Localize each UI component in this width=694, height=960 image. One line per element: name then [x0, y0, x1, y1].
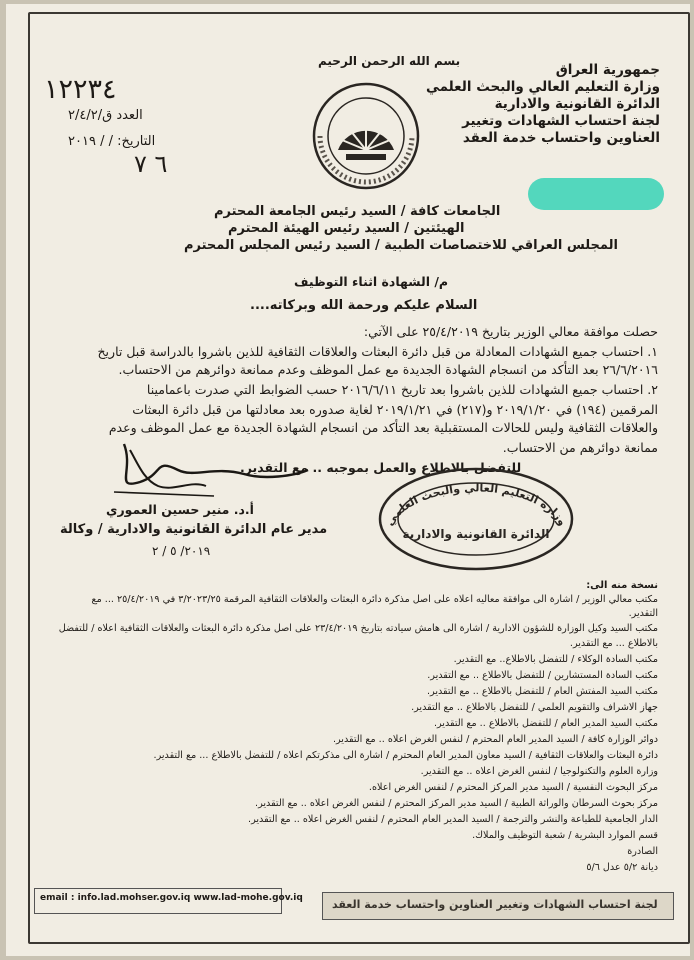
official-stamp: [376, 464, 576, 574]
copies-heading: نسخة منه الى:: [586, 580, 658, 591]
body-line: ١. احتساب جميع الشهادات المعادلة من قبل دائرة البعثات والعلاقات الثقافية للذين باشروا بالدراسة قبل تاريخ: [97, 344, 658, 359]
document-page: [6, 4, 690, 956]
greeting: السلام عليكم ورحمة الله وبركاته....: [250, 298, 478, 313]
ministry-line: وزارة التعليم العالي والبحث العلمي: [425, 79, 660, 95]
copy-line: وزارة العلوم والتكنولوجيا / لنفس الغرض اعلاه .. مع التقدير.: [420, 766, 658, 777]
ministry-line: جمهورية العراق: [555, 62, 660, 78]
handwritten-date: ٦ ٧: [134, 150, 168, 178]
signature-date: ٢٠١٩/ ٥ / ٢: [152, 544, 211, 558]
copy-line: مركز البحوث النفسية / السيد مدير المركز المحترم / لنفس الغرض اعلاه.: [368, 782, 658, 793]
footer-email: email : info.lad.mohser.gov.iq www.lad-mohe.gov.iq: [40, 893, 303, 903]
copy-line: دائرة البعثات والعلاقات الثقافية / السيد معاون المدير العام المحترم / اشارة الى مذكرتكم اعلاه / للتفضل بالاطلاع ... مع التقدير.: [153, 750, 658, 761]
ministry-line: العناوين واحتساب خدمة العقد: [462, 130, 660, 146]
body-line: ٢٦/٦/٢٠١٦ بعد التأكد من انسجام الشهادة الجديدة مع عمل الموظف وعدم ممانعة دوائرهم من الاحتساب.: [118, 362, 658, 377]
copy-line: قسم الموارد البشرية / شعبة التوظيف والملاك.: [472, 830, 658, 841]
ministry-line: الدائرة القانونية والادارية: [494, 96, 660, 112]
copy-line: مكتب معالي الوزير / اشارة الى موافقة معاليه اعلاه على اصل مذكرة دائرة البعثات والعلاقات الثقافية المرقمة ٣/٢٠٢٣/٢٥ في ٢٥/٤/٢٠١٩ ... مع: [91, 594, 658, 605]
redaction-mark: [528, 178, 664, 210]
handwritten-signature: [94, 440, 314, 510]
copy-line: مكتب السادة الوكلاء / للتفضل بالاطلاع.. مع التقدير.: [453, 654, 658, 665]
basmala-calligraphy: بسم الله الرحمن الرحيم: [318, 54, 461, 68]
recipient-line: الهيئتين / السيد رئيس الهيئة المحترم: [228, 221, 465, 236]
recipient-line: الجامعات كافة / السيد رئيس الجامعة المحترم: [214, 204, 501, 219]
stamp-center-text: الدائرة القانونية والادارية: [402, 527, 550, 541]
svg-text:وزارة التعليم العالي والبحث ال: [383, 481, 569, 528]
copy-line: مكتب السيد وكيل الوزارة للشؤون الادارية / اشارة الى هامش سيادته بتاريخ ٢٣/٤/٢٠١٩ على اصل مذكرة دائرة البعثات والعلاقات الثقافية اعلاه / للتفضل: [58, 623, 658, 634]
subject-line: م/ الشهادة اثناء التوظيف: [294, 274, 449, 289]
copy-line: الصادرة: [627, 846, 658, 857]
copy-line: التقدير.: [628, 608, 658, 619]
body-line: حصلت موافقة معالي الوزير بتاريخ ٢٥/٤/٢٠١٩ على الآتي:: [363, 324, 658, 339]
ministry-line: لجنة احتساب الشهادات وتغيير: [462, 113, 660, 129]
copy-line: مكتب السيد المدير العام / للتفضل بالاطلاع .. مع التقدير.: [433, 718, 658, 729]
body-line: والعلاقات الثقافية وليس للحالات المستقبلية بعد التأكد من انسجام الشهادة الجديدة مع عمل الموظف وعدم: [108, 420, 658, 435]
date-field: التاريخ: / / ٢٠١٩: [68, 134, 156, 149]
signatory-title: مدير عام الدائرة القانونية والادارية / وكالة: [60, 522, 328, 537]
copy-line: دوائر الوزارة كافة / السيد المدير العام المحترم / لنفس الغرض اعلاه .. مع التقدير.: [332, 734, 658, 745]
copy-line: بالاطلاع ... مع التقدير.: [569, 638, 658, 649]
footer-committee-text: لجنة احتساب الشهادات وتغيير العناوين واحتساب خدمة العقد: [332, 898, 658, 911]
body-line: المرقمين (١٩٤) في ٢٠١٩/١/٢٠ و(٢١٧) في ٢٠١٩/١/٢١ لغاية صدوره بعد معادلتها من قبل دائرة البعثات: [132, 402, 658, 417]
body-line: ٢. احتساب جميع الشهادات للذين باشروا بعد تاريخ ٢٠١٦/٦/١١ حسب الضوابط التي صدرت باعمامينا: [146, 382, 658, 397]
ministry-heading: [426, 62, 660, 147]
signatory-name: أ.د. منير حسين العموري: [106, 502, 254, 517]
reference-number: العدد ق/٢/٤/٢: [68, 108, 143, 123]
closing-line: للتفضل بالاطلاع والعمل بموجبه .. مع التقدير.: [240, 460, 522, 475]
copy-line: مكتب السيد المفتش العام / للتفضل بالاطلاع .. مع التقدير.: [426, 686, 658, 697]
stamp-arc-text: وزارة التعليم العالي والبحث العلمي: [382, 481, 570, 528]
body-line: ممانعة دوائرهم من الاحتساب.: [502, 440, 658, 455]
ministry-seal-logo: [310, 80, 422, 192]
copy-line: جهاز الاشراف والتقويم العلمي / للتفضل بالاطلاع .. مع التقدير.: [411, 702, 658, 713]
copy-line: مركز بحوث السرطان والوراثة الطبية / السيد مدير المركز المحترم / لنفس الغرض اعلاه .. مع التقدير.: [255, 798, 658, 809]
recipient-line: المجلس العراقي للاختصاصات الطبية / السيد رئيس المجلس المحترم: [184, 238, 618, 253]
copy-line: ديانة ٥/٢ عدل ٥/٦: [586, 862, 658, 873]
handwritten-number: ١٢٢٣٤: [44, 74, 117, 105]
copy-line: الدار الجامعية للطباعة والنشر والترجمة / السيد المدير العام المحترم / لنفس الغرض اعلاه .. مع التقدير.: [248, 814, 658, 825]
copy-line: مكتب السادة المستشارين / للتفضل بالاطلاع .. مع التقدير.: [427, 670, 658, 681]
